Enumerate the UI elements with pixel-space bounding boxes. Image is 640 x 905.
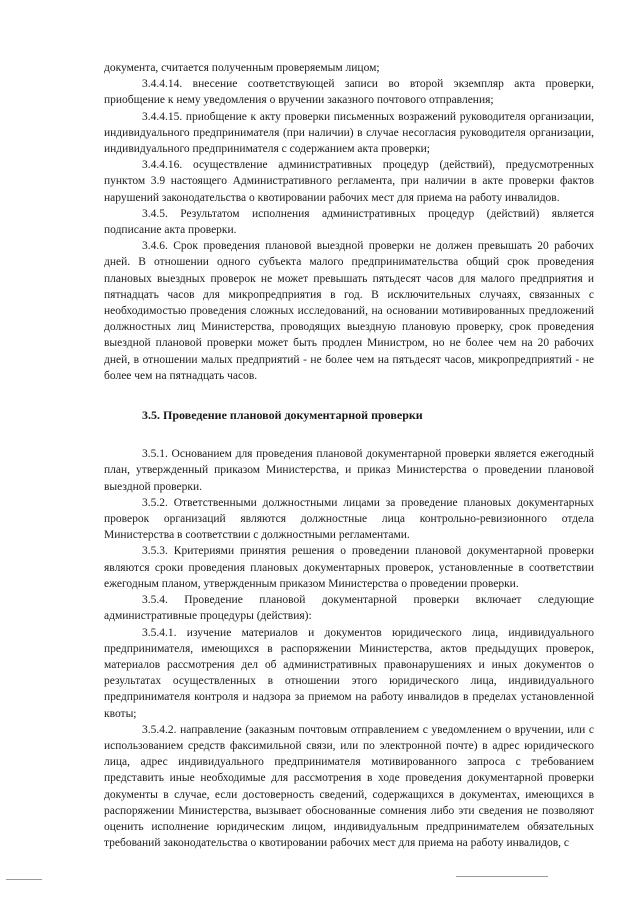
paragraph-3-5-4: 3.5.4. Проведение плановой документарной проверки включает следующие административные процедуры (действия): bbox=[104, 594, 594, 623]
spacer bbox=[104, 384, 594, 407]
paragraph-3-4-4-15: 3.4.4.15. приобщение к акту проверки письменных возражений руководителя организации, индивидуального предпринимателя (при наличии) в случае несогласия руководителя организации, индивидуального предпринимателя с содержанием акта проверки; bbox=[104, 110, 594, 156]
paragraph-3-4-5: 3.4.5. Результатом исполнения административных процедур (действий) является подписание акта проверки. bbox=[104, 207, 594, 237]
paragraph-3-5-4-1: 3.5.4.1. изучение материалов и документов юридического лица, индивидуального предпринимателя, имеющихся в распоряжении Министерства, актов предыдущих проверок, материалов рассмотрения дел об административных правонарушениях и иных документов о результатах осуществленных в отношении этого юридического лица, индивидуального предпринимателя контроля и надзора за приемом на работу инвалидов в пределах установленной квоты; bbox=[104, 626, 594, 720]
paragraph-3-4-4-16: 3.4.4.16. осуществление административных процедур (действий), предусмотренных пунктом 3.9 настоящего Административного регламента, при наличии в акте проверки фактов нарушений законодательства о квотировании рабочих мест для приема на работу инвалидов. bbox=[104, 159, 594, 204]
spacer bbox=[104, 423, 594, 446]
scan-footer-line-right bbox=[456, 876, 548, 877]
section-heading: 3.5. Проведение плановой документарной проверки bbox=[142, 408, 423, 423]
paragraph-3-5-4-2: 3.5.4.2. направление (заказным почтовым отправлением с уведомлением о вручении, или с использованием средств факсимильной связи, или по электронной почте) в адрес юридического лица, адрес индивидуального предпринимателя мотивированного запроса с требованием представить иные необходимые для рассмотрения в ходе проведения документарной проверки документы в случае, если достоверность сведений, содержащихся в документах, имеющихся в распоряжении Министерства, вызывает обоснованные сомнения либо эти сведения не позволяют оценить исполнение юридическим лицом, индивидуальным предпринимателем обязательных требований законодательства о квотировании рабочих мест для приема на работу инвалидов, с bbox=[104, 723, 594, 850]
paragraph-continuation: документа, считается полученным проверяемым лицом; bbox=[104, 62, 380, 74]
paragraph-3-5-1: 3.5.1. Основанием для проведения плановой документарной проверки является ежегодный план, утвержденный приказом Министерства, и приказ Министерства о проведении плановой выездной проверки. bbox=[104, 448, 594, 493]
paragraph-3-4-4-14: 3.4.4.14. внесение соответствующей записи во второй экземпляр акта проверки, приобщение к нему уведомления о вручении заказного почтового отправления; bbox=[104, 78, 594, 107]
paragraph-3-4-6: 3.4.6. Срок проведения плановой выездной проверки не должен превышать 20 рабочих дней. В отношении одного субъекта малого предпринимательства общий срок проведения плановых выездных проверок не может превышать пятьдесят часов для малого предприятия и пятнадцать часов для микропредприятия в год. В исключительных случаях, связанных с необходимостью проведения сложных исследований, на основании мотивированных предложений должностных лиц Министерства, проводящих выездную плановую проверку, срок проведения выездной плановой проверки может быть продлен Министром, но не более чем на 20 рабочих дней, в отношении малых предприятий - не более чем на пятьдесят часов, микропредприятий - не более чем на пятнадцать часов. bbox=[104, 240, 594, 382]
scan-footer-line-left bbox=[6, 879, 42, 880]
paragraph-3-5-3: 3.5.3. Критериями принятия решения о проведении плановой документарной проверки являются сроки проведения плановых документарных проверок, установленные в соответствии ежегодным планом, утвержденным приказом Министерства о проведении проверки. bbox=[104, 545, 594, 590]
paragraph-3-5-2: 3.5.2. Ответственными должностными лицами за проведение плановых документарных проверок организаций являются должностные лица контрольно-ревизионного отдела Министерства в соответствии с должностными регламентами. bbox=[104, 496, 594, 542]
